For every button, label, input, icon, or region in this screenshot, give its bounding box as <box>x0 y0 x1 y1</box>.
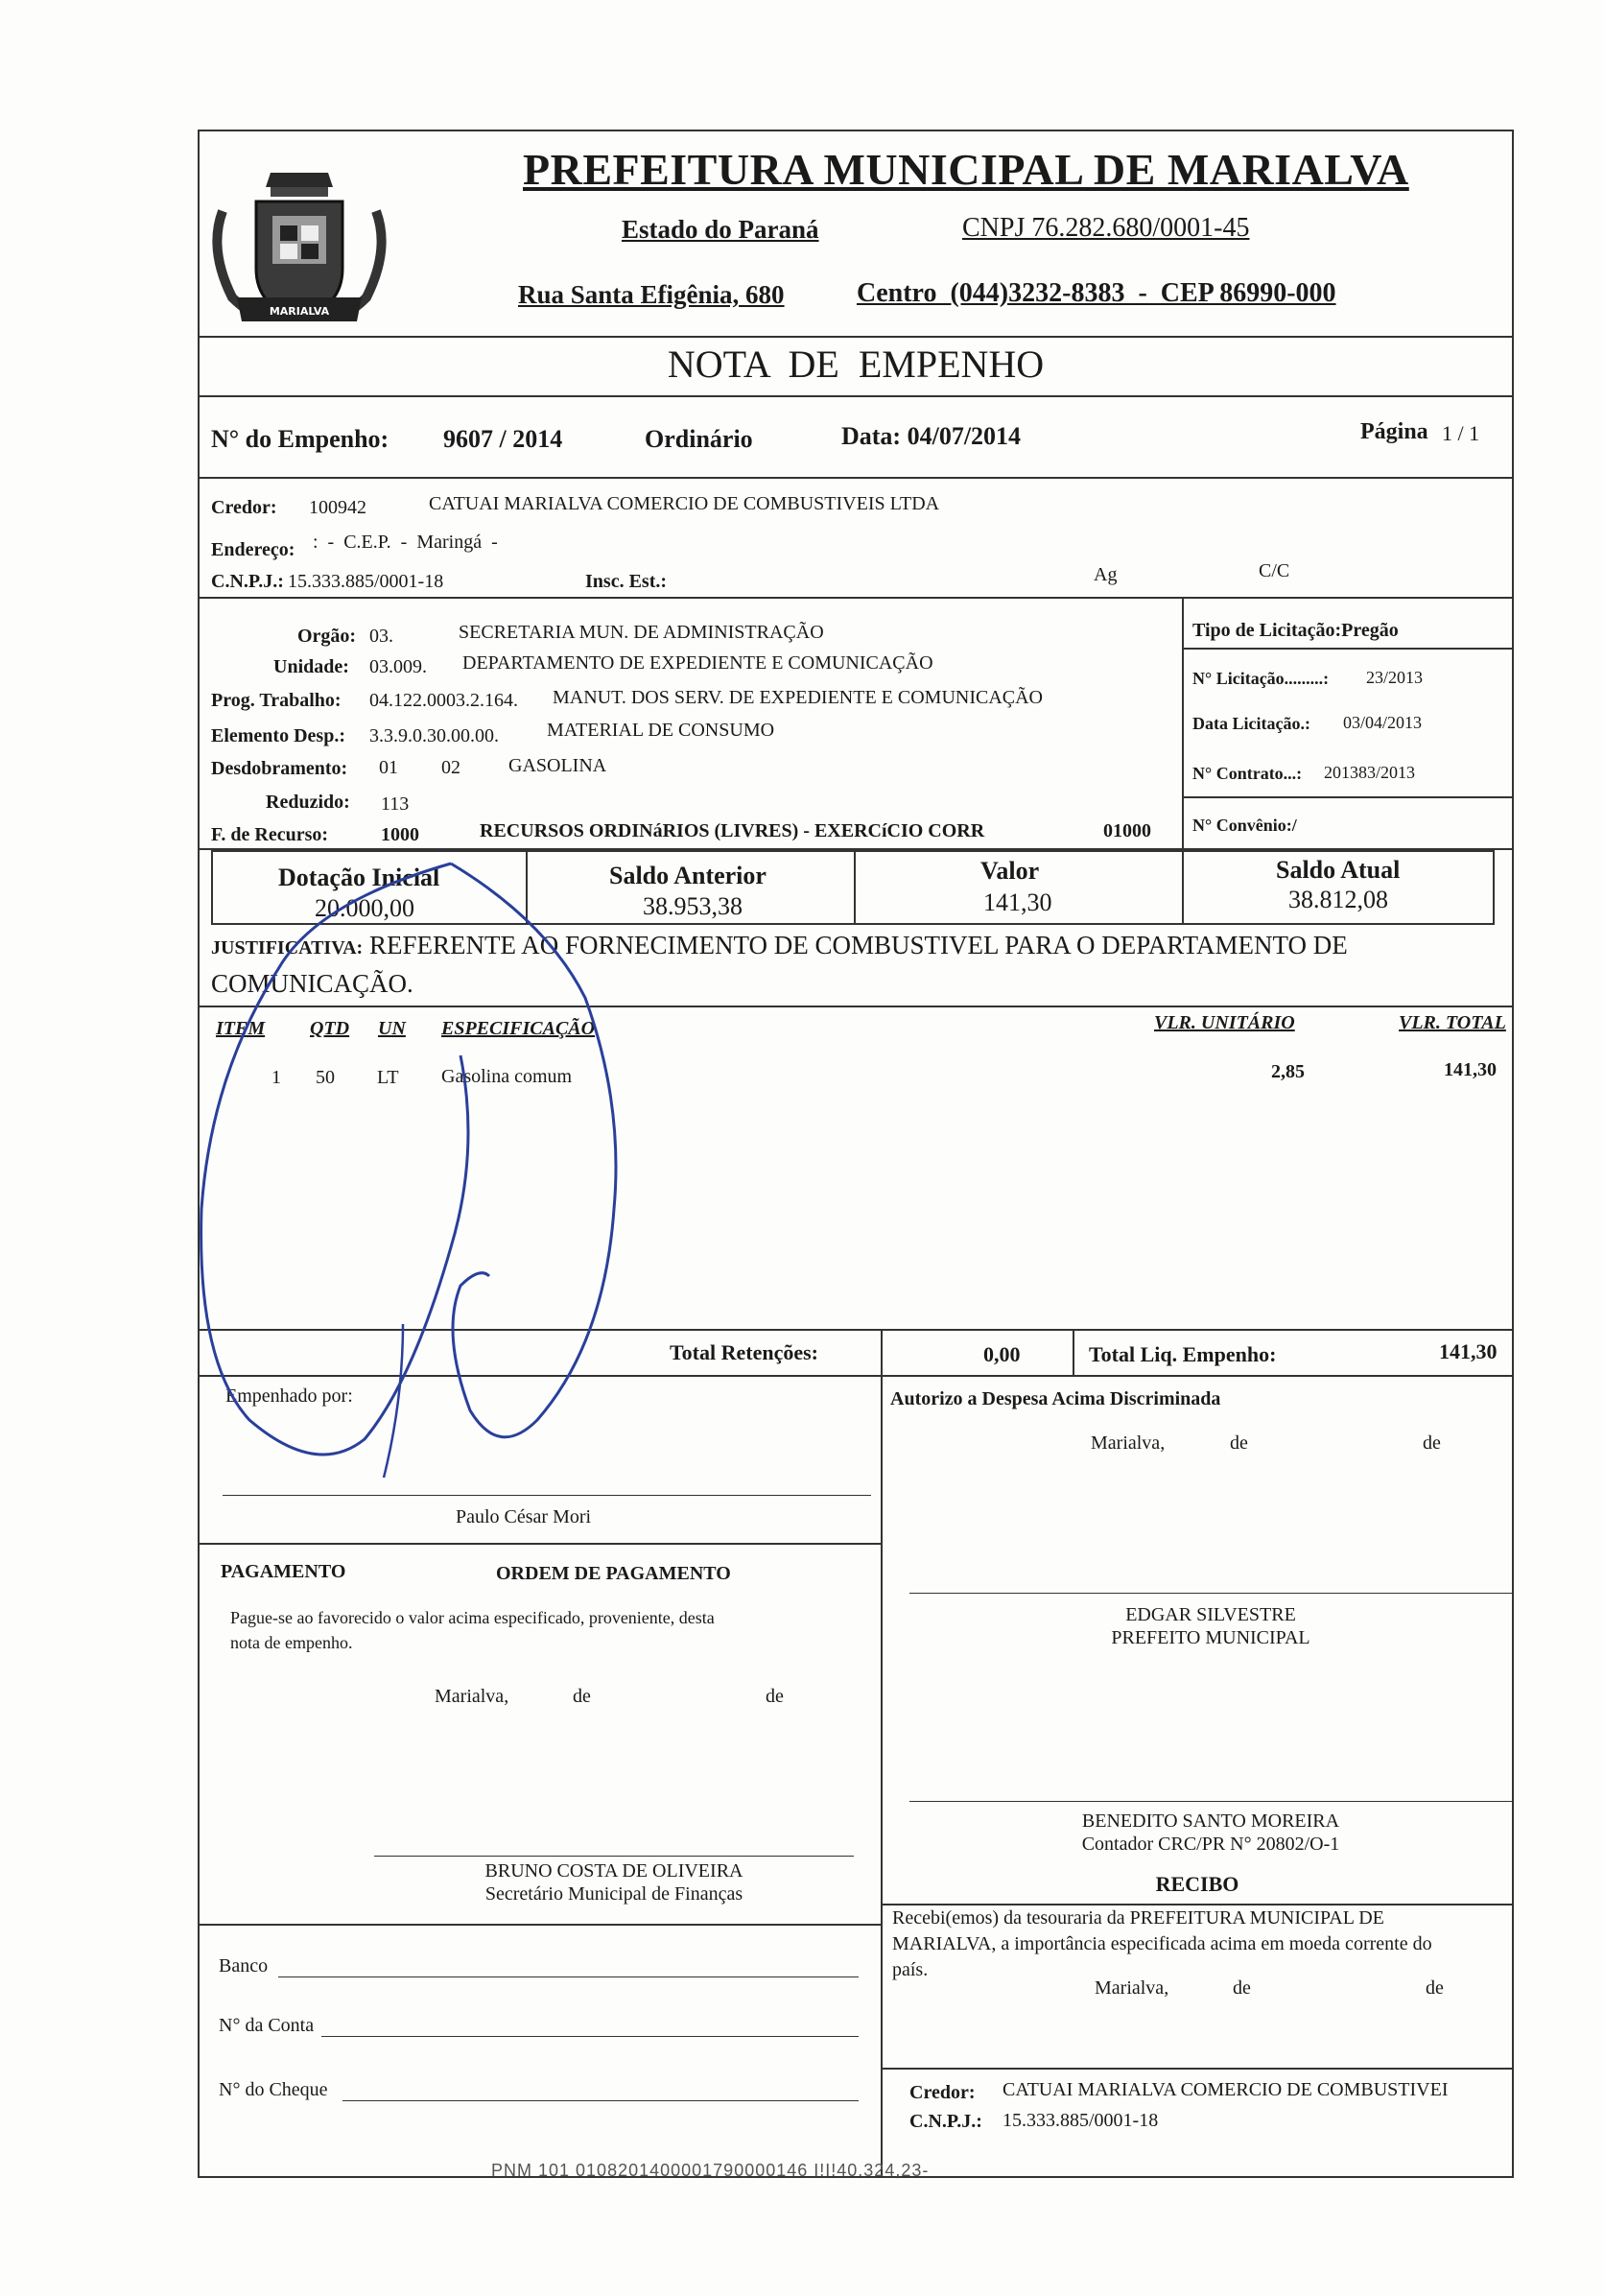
conta-label: N° da Conta <box>219 2015 315 2036</box>
autorizo-city: Marialva, <box>1091 1432 1166 1454</box>
desdobramento-b: 02 <box>441 757 460 778</box>
pagamento-text2: nota de empenho. <box>230 1633 353 1652</box>
prefeito-name: EDGAR SILVESTRE <box>1125 1604 1296 1625</box>
autorizo-text: Autorizo a Despesa Acima Discriminada <box>890 1388 1221 1409</box>
recibo-de1: de <box>1233 1977 1251 1999</box>
prog-trabalho-label: Prog. Trabalho: <box>211 690 342 711</box>
credor-cnpj-label: C.N.P.J.: <box>211 571 284 592</box>
convenio-label: N° Convênio:/ <box>1192 816 1297 835</box>
prefeito-title: PREFEITO MUNICIPAL <box>1111 1627 1310 1648</box>
recibo-text2: MARIALVA, a importância especificada acima em moeda corrente do <box>892 1933 1432 1954</box>
banco-label: Banco <box>219 1955 269 1976</box>
credor-name: CATUAI MARIALVA COMERCIO DE COMBUSTIVEIS LTDA <box>429 493 940 514</box>
pagamento-city: Marialva, <box>435 1686 509 1707</box>
prog-trabalho-name: MANUT. DOS SERV. DE EXPEDIENTE E COMUNICAÇÃO <box>553 687 1043 708</box>
secretario-name: BRUNO COSTA DE OLIVEIRA <box>484 1860 743 1882</box>
credor-label: Credor: <box>211 497 277 518</box>
item-total: 141,30 <box>1444 1059 1497 1080</box>
valor-value: 141,30 <box>983 888 1052 916</box>
reduzido-label: Reduzido: <box>266 792 350 813</box>
col-item: ITEM <box>216 1018 266 1039</box>
recurso-number: 01000 <box>1103 820 1151 841</box>
elemento-code: 3.3.9.0.30.00.00. <box>369 725 499 746</box>
contador-name: BENEDITO SANTO MOREIRA <box>1081 1811 1340 1832</box>
pagamento-de2: de <box>766 1686 784 1707</box>
dotacao-value: 20.000,00 <box>315 894 414 922</box>
justificativa-text1: REFERENTE AO FORNECIMENTO DE COMBUSTIVEL PARA O DEPARTAMENTO DE <box>368 931 1348 959</box>
address-street: Rua Santa Efigênia, 680 <box>518 280 785 309</box>
footer-code: PNM 101 0108201400001790000146 I!I!40.324,23- <box>491 2161 930 2180</box>
orgao-code: 03. <box>369 626 393 647</box>
contrato-label: N° Contrato...: <box>1192 764 1303 783</box>
reduzido-value: 113 <box>381 793 410 815</box>
agency-label: Ag <box>1094 564 1118 585</box>
empenho-type: Ordinário <box>645 425 753 453</box>
justificativa-line1 <box>211 931 1348 960</box>
retencoes-label: Total Retenções: <box>670 1340 818 1364</box>
contrato-number: 201383/2013 <box>1324 763 1416 782</box>
col-total: VLR. TOTAL <box>1399 1012 1506 1033</box>
dotacao-label: Dotação Inicial <box>278 864 440 891</box>
licitacao-date: 03/04/2013 <box>1343 713 1423 732</box>
empenho-number: 9607 / 2014 <box>443 425 563 453</box>
address-contact: Centro (044)3232-8383 - CEP 86990-000 <box>857 278 1336 308</box>
prog-trabalho-code: 04.122.0003.2.164. <box>369 690 518 711</box>
unidade-label: Unidade: <box>273 656 349 677</box>
municipality-title: PREFEITURA MUNICIPAL DE MARIALVA <box>523 145 1409 194</box>
recibo-text3: país. <box>892 1959 929 1980</box>
retencoes-value: 0,00 <box>983 1342 1021 1366</box>
orgao-name: SECRETARIA MUN. DE ADMINISTRAÇÃO <box>459 622 824 643</box>
item-especificacao: Gasolina comum <box>441 1066 573 1087</box>
desdobramento-label: Desdobramento: <box>211 758 348 779</box>
page-number: 1 / 1 <box>1442 421 1480 445</box>
recibo-cnpj: 15.333.885/0001-18 <box>1002 2110 1159 2131</box>
pagamento-label: PAGAMENTO <box>221 1561 346 1582</box>
unidade-code: 03.009. <box>369 656 427 677</box>
recibo-text1: Recebi(emos) da tesouraria da PREFEITURA MUNICIPAL DE <box>892 1907 1384 1929</box>
liquido-label: Total Liq. Empenho: <box>1089 1342 1277 1366</box>
autorizo-de1: de <box>1230 1432 1248 1454</box>
orgao-label: Orgão: <box>297 626 357 647</box>
recurso-name: RECURSOS ORDINáRIOS (LIVRES) - EXERCíCIO CORR <box>480 820 985 841</box>
empenho-date: Data: 04/07/2014 <box>841 422 1022 450</box>
empenhado-label: Empenhado por: <box>225 1385 353 1407</box>
recibo-city: Marialva, <box>1095 1977 1169 1999</box>
page-label: Página <box>1360 419 1428 444</box>
empenhado-name: Paulo César Mori <box>456 1506 592 1527</box>
justificativa-label: JUSTIFICATIVA: <box>211 937 364 959</box>
recibo-de2: de <box>1426 1977 1444 1999</box>
saldo-atual-value: 38.812,08 <box>1288 886 1388 913</box>
recibo-cnpj-label: C.N.P.J.: <box>909 2111 982 2132</box>
justificativa-text2: COMUNICAÇÃO. <box>211 969 413 998</box>
credor-address: : - C.E.P. - Maringá - <box>313 532 498 553</box>
recurso-label: F. de Recurso: <box>211 824 329 845</box>
state-label: Estado do Paraná <box>622 215 819 244</box>
pagamento-text1: Pague-se ao favorecido o valor acima especificado, proveniente, desta <box>230 1608 715 1627</box>
contador-title: Contador CRC/PR N° 20802/O-1 <box>1081 1834 1340 1855</box>
valor-label: Valor <box>980 857 1040 885</box>
desdobramento-a: 01 <box>379 757 398 778</box>
pagamento-de1: de <box>573 1686 591 1707</box>
col-un: UN <box>378 1018 406 1039</box>
col-unit-price: VLR. UNITÁRIO <box>1154 1012 1295 1033</box>
recibo-credor-name: CATUAI MARIALVA COMERCIO DE COMBUSTIVEI <box>1002 2079 1449 2100</box>
licitacao-number-label: N° Licitação.........: <box>1192 669 1330 688</box>
licitacao-number: 23/2013 <box>1366 668 1424 687</box>
col-qtd: QTD <box>310 1018 350 1039</box>
recurso-code: 1000 <box>381 824 419 845</box>
cheque-label: N° do Cheque <box>219 2079 328 2100</box>
licitacao-date-label: Data Licitação.: <box>1192 714 1310 733</box>
col-especificacao: ESPECIFICAÇÃO <box>441 1018 596 1039</box>
item-qtd: 50 <box>316 1067 335 1088</box>
autorizo-de2: de <box>1423 1432 1441 1454</box>
elemento-name: MATERIAL DE CONSUMO <box>547 720 775 741</box>
secretario-title: Secretário Municipal de Finanças <box>484 1883 743 1905</box>
item-unit-price: 2,85 <box>1271 1061 1305 1082</box>
item-number: 1 <box>271 1067 281 1088</box>
saldo-atual-label: Saldo Atual <box>1276 856 1401 884</box>
insc-est-label: Insc. Est.: <box>585 571 668 592</box>
document-title: NOTA DE EMPENHO <box>667 343 1045 386</box>
credor-cnpj: 15.333.885/0001-18 <box>288 571 444 592</box>
account-label: C/C <box>1259 560 1290 581</box>
recibo-credor-label: Credor: <box>909 2082 976 2103</box>
saldo-anterior-value: 38.953,38 <box>643 892 743 920</box>
ordem-pagamento-label: ORDEM DE PAGAMENTO <box>496 1563 731 1584</box>
elemento-label: Elemento Desp.: <box>211 725 345 746</box>
svg-text:MARIALVA: MARIALVA <box>269 305 330 318</box>
licitacao-type: Tipo de Licitação:Pregão <box>1192 620 1399 641</box>
recibo-title: RECIBO <box>1155 1872 1239 1896</box>
cnpj-label: CNPJ 76.282.680/0001-45 <box>962 213 1250 243</box>
address-label: Endereço: <box>211 539 295 560</box>
saldo-anterior-label: Saldo Anterior <box>609 862 767 889</box>
desdobramento-name: GASOLINA <box>508 755 607 776</box>
municipal-crest-logo <box>203 154 395 336</box>
unidade-name: DEPARTAMENTO DE EXPEDIENTE E COMUNICAÇÃO <box>462 652 933 674</box>
liquido-value: 141,30 <box>1439 1339 1498 1363</box>
credor-code: 100942 <box>309 497 366 518</box>
empenho-number-label: N° do Empenho: <box>211 425 389 453</box>
item-un: LT <box>377 1067 399 1088</box>
